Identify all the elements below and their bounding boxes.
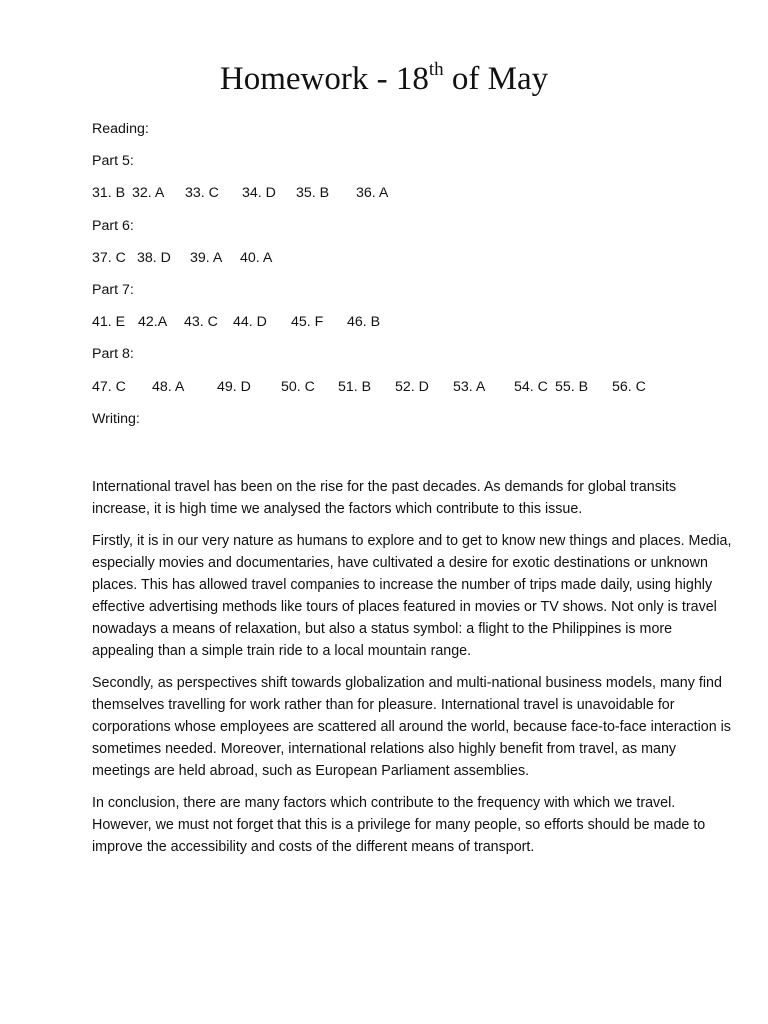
- answer: 37. C: [92, 249, 126, 266]
- answer: 48. A: [152, 378, 185, 395]
- answer: 41. E: [92, 314, 126, 331]
- part-label: Part 7:: [92, 281, 134, 298]
- answer: 39. A: [190, 249, 223, 266]
- answer: 55. B: [555, 378, 589, 395]
- answer: 51. B: [338, 378, 372, 395]
- answer: 40. A: [240, 249, 273, 266]
- essay-paragraph-intro: International travel has been on the rise for the past decades. As demands for global transits increase, it is high time we analysed the factors which contribute to this issue.: [92, 478, 677, 517]
- part-label: Part 8:: [92, 346, 134, 363]
- reading-heading: Reading:: [92, 121, 149, 137]
- document-body: [92, 118, 732, 868]
- answer-row: [92, 311, 732, 333]
- answer: 33. C: [185, 185, 219, 202]
- answer: 50. C: [281, 378, 315, 395]
- answer: 54. C: [514, 378, 548, 395]
- page-title: [0, 52, 768, 99]
- answer: 52. D: [395, 378, 429, 395]
- part-label: Part 5:: [92, 153, 134, 170]
- answer: 53. A: [453, 378, 486, 395]
- title-prefix: Homework - 18: [219, 61, 429, 97]
- spacer: [92, 440, 732, 476]
- answer: 35. B: [296, 185, 330, 202]
- title-suffix: of May: [443, 61, 549, 97]
- answer: 45. F: [291, 314, 324, 331]
- essay-paragraph-conclusion: In conclusion, there are many factors which contribute to the frequency with which we travel. However, we must not forget that this is a privilege for many people, so efforts should be made to improve the accessibility and costs of the different means of transport.: [92, 794, 706, 855]
- answer: 34. D: [242, 185, 276, 202]
- answer: 38. D: [137, 249, 171, 266]
- answer: 46. B: [347, 314, 381, 331]
- essay-paragraph-second: Secondly, as perspectives shift towards globalization and multi-national business models, many find themselves travelling for work rather than for pleasure. International travel is unavoidable for corporations whose employees are scattered all around the world, because face-to-face interaction is sometimes needed. Moreover, international relations also highly benefit from travel, as many meetings are held abroad, such as European Parliament assemblies.: [92, 674, 731, 779]
- essay-paragraph-first: Firstly, it is in our very nature as humans to explore and to get to know new things and places. Media, especially movies and documentaries, have cultivated a desire for exotic destinations or unknown places. This has allowed travel companies to increase the number of trips made daily, using highly effective advertising methods like tours of places featured in movies or TV shows. Not only is travel nowadays a means of relaxation, but also a status symbol: a flight to the Philippines is more appealing than a simple train ride to a local mountain range.: [92, 532, 732, 659]
- writing-heading: Writing:: [92, 410, 140, 427]
- answer: 43. C: [184, 314, 218, 331]
- title-superscript: th: [428, 59, 444, 80]
- answer: 44. D: [233, 314, 267, 331]
- answer: 31. B: [92, 185, 126, 202]
- answer: 32. A: [132, 185, 165, 202]
- part-label: Part 6:: [92, 217, 134, 234]
- answer: 42.A: [138, 314, 168, 331]
- answer-row: [92, 376, 732, 398]
- answer: 47. C: [92, 378, 126, 395]
- answer-row: [92, 182, 732, 204]
- answer-row: [92, 247, 732, 269]
- answer: 49. D: [217, 378, 251, 395]
- answer: 56. C: [612, 378, 646, 395]
- answer: 36. A: [356, 185, 389, 202]
